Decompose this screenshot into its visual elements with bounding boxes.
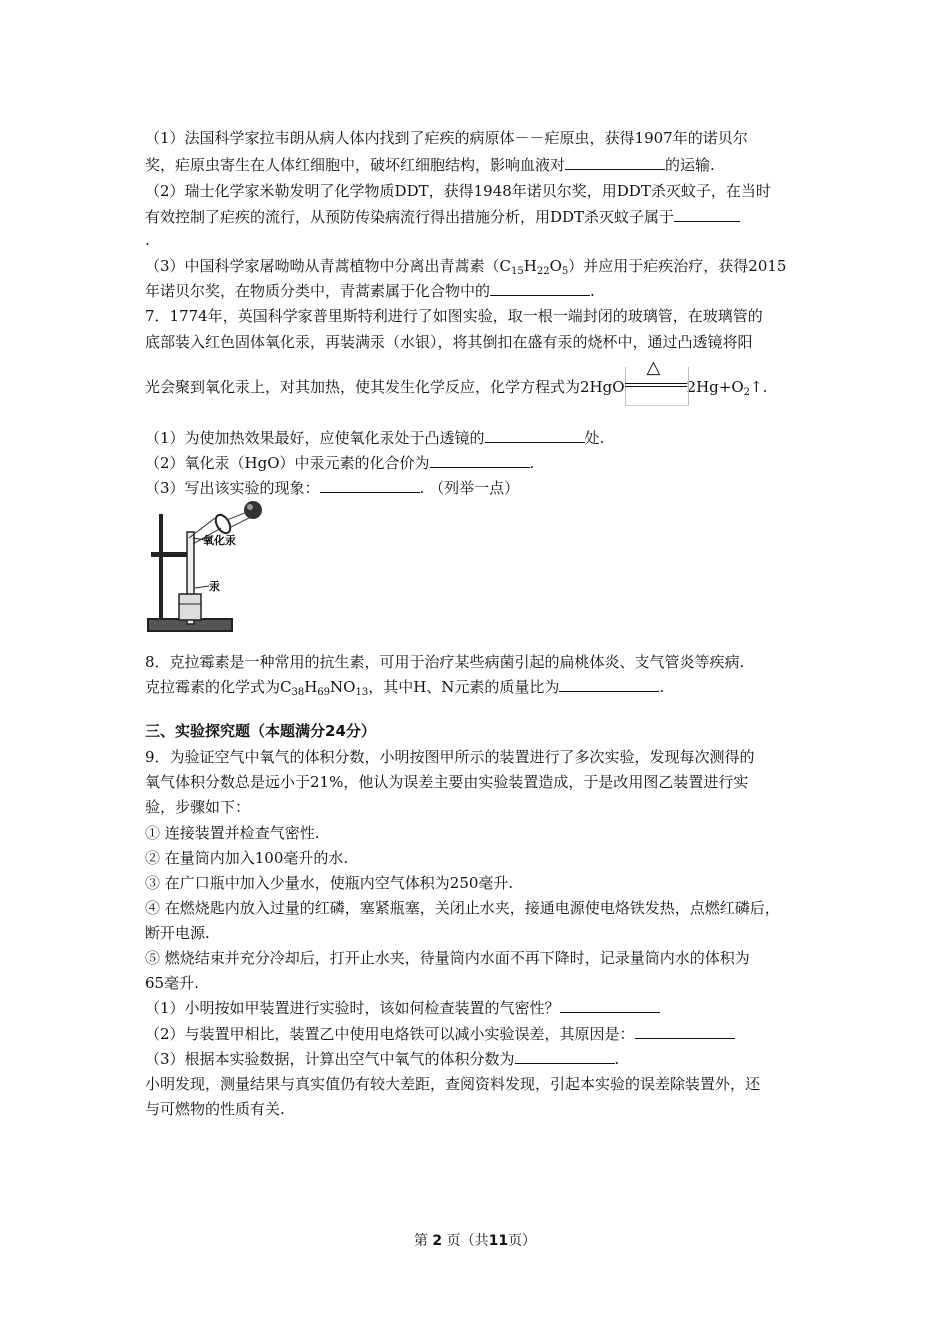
q7-line1: 7．1774年，英国科学家普里斯特利进行了如图实验，取一根一端封闭的玻璃管，在玻璃管的	[145, 307, 763, 325]
q9-step4-line2: 断开电源.	[145, 924, 210, 942]
page-footer: 第 2 页（共11页）	[413, 1233, 537, 1249]
q9-step4-line1: ④ 在燃烧匙内放入过量的红磷，塞紧瓶塞，关闭止水夹，接通电源使电烙铁发热，点燃红磷后，	[145, 899, 780, 917]
q6-part1-line1: （1）法国科学家拉韦朗从病人体内找到了疟疾的病原体－－疟原虫，获得1907年的诺贝尔	[145, 129, 748, 147]
q9-step1: ① 连接装置并检查气密性.	[145, 824, 320, 842]
heating-condition-sign	[625, 357, 687, 397]
q9-line1: 9．为验证空气中氧气的体积分数，小明按图甲所示的装置进行了多次实验，发现每次测得的	[145, 748, 755, 766]
q6-part3-line1: （3）中国科学家屠呦呦从青蒿植物中分离出青蒿素$(C_{15}H_{22}O_5)$并应用于疟疾治疗，获得2015	[145, 257, 787, 277]
answer-blank[interactable]	[430, 453, 530, 468]
answer-blank[interactable]	[485, 428, 585, 443]
q9-subq2: （2）与装置甲相比，装置乙中使用电烙铁可以减小实验误差，其原因是：	[145, 1024, 815, 1044]
q9-step3: ③ 在广口瓶中加入少量水，使瓶内空气体积为250毫升.	[145, 874, 514, 892]
q9-ending-line1: 小明发现，测量结果与真实值仍有较大差距，查阅资料发现，引起本实验的误差除装置外，还	[145, 1075, 761, 1093]
q7-sub3: （3）写出该实验的现象： . （列举一点）	[145, 479, 520, 497]
section-heading: 三、实验探究题（本题满分24分）	[145, 722, 376, 740]
answer-blank[interactable]	[635, 1024, 735, 1039]
answer-blank[interactable]	[559, 677, 659, 692]
q9-step5-line1: ⑤ 燃烧结束并充分冷却后，打开止水夹，待量筒内水面不再下降时，记录量筒内水的体积为	[145, 949, 750, 967]
q6-part1-line2: 奖，疟原虫寄生在人体红细胞中，破坏红细胞结构，影响血液对 的运输.	[145, 156, 715, 174]
q9-ending-line2: 与可燃物的性质有关.	[145, 1100, 285, 1118]
q7-line2: 底部装入红色固体氧化汞，再装满汞（水银），将其倒扣在盛有汞的烧杯中，通过凸透镜将阳	[145, 333, 753, 351]
q6-part2-line3: .	[145, 231, 150, 249]
delta-icon: △	[646, 357, 661, 378]
q8-line2: 克拉霉素的化学式为$C_{38}H_{69}NO_{13}$，其中H、N元素的质量比为 .	[145, 678, 665, 698]
answer-blank[interactable]	[565, 155, 665, 170]
apparatus-figure	[143, 498, 265, 640]
figure-label-mercury: 汞	[209, 580, 220, 593]
q9-subq3: （3）根据本实验数据，计算出空气中氧气的体积分数为 .	[145, 1050, 620, 1068]
answer-blank[interactable]	[320, 478, 420, 493]
q9-step2: ② 在量筒内加入100毫升的水.	[145, 849, 349, 867]
q9-subq1: （1）小明按如甲装置进行实验时，该如何检查装置的气密性？	[145, 998, 815, 1018]
q6-part2-line2: 有效控制了疟疾的流行，从预防传染病流行得出措施分析，用DDT杀灭蚊子属于	[145, 207, 815, 227]
q9-line2: 氧气体积分数总是远小于21%，他认为误差主要由实验装置造成，于是改用图乙装置进行实	[145, 773, 749, 791]
page-number: 2	[432, 1233, 443, 1249]
q8-line1: 8．克拉霉素是一种常用的抗生素，可用于治疗某些病菌引起的扁桃体炎、支气管炎等疾病.	[145, 653, 745, 671]
answer-blank[interactable]	[490, 281, 590, 296]
q9-step5-line2: 65毫升.	[145, 974, 199, 992]
q7-sub2: （2）氧化汞（HgO）中汞元素的化合价为 .	[145, 454, 535, 472]
figure-label-mercury-oxide: 氧化汞	[203, 534, 236, 547]
q9-line3: 验，步骤如下：	[145, 798, 251, 816]
q7-sub1: （1）为使加热效果最好，应使氧化汞处于凸透镜的 处.	[145, 429, 605, 447]
answer-blank[interactable]	[560, 998, 660, 1013]
q7-equation-line: 光会聚到氧化汞上，对其加热，使其发生化学反应，化学方程式为2HgO △ $2Hg+O_2↑$.	[145, 377, 815, 397]
answer-blank[interactable]	[674, 207, 740, 222]
total-pages: 11	[488, 1233, 509, 1249]
answer-blank[interactable]	[515, 1049, 615, 1064]
q6-part2-line1: （2）瑞士化学家米勒发明了化学物质DDT，获得1948年诺贝尔奖，用DDT杀灭蚊子，在当时	[145, 182, 771, 200]
q6-part3-line2: 年诺贝尔奖，在物质分类中，青蒿素属于化合物中的 .	[145, 282, 595, 300]
